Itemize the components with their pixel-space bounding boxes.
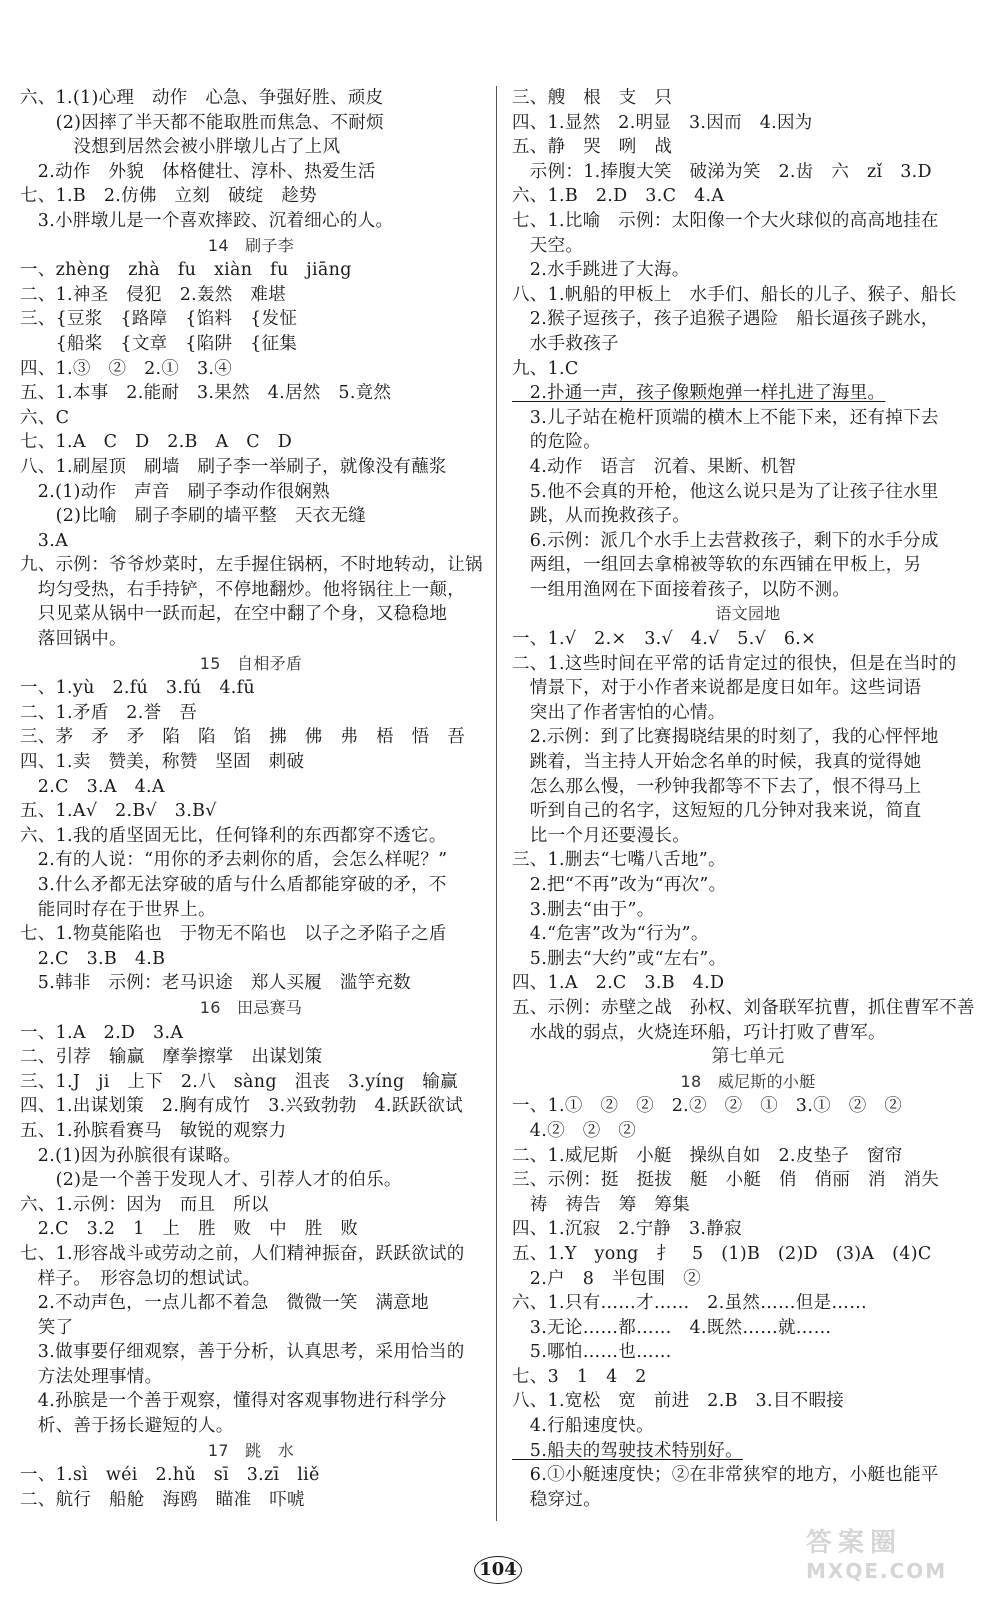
answer-line: 天空。: [512, 235, 584, 256]
answer-line: 三、{豆浆 {路障 {馅料 {发怔: [20, 309, 298, 330]
answer-line: 3.儿子站在桅杆顶端的横木上不能下来，还有掉下去: [512, 407, 939, 428]
answer-line: 三、示例：挺 挺拔 艇 小艇 俏 俏丽 消 消失: [512, 1170, 940, 1191]
answer-line: 5.删去“大约”或“左右”。: [512, 948, 727, 969]
answer-line: 水战的弱点，火烧连环船，巧计打败了曹军。: [512, 1022, 886, 1043]
answer-line: 七、1.物莫能陷也 于物无不陷也 以子之矛陷子之盾: [20, 924, 447, 945]
answer-line: 2.不动声色，一点儿都不着急 微微一笑 满意地: [20, 1293, 429, 1314]
answer-line: 二、1.神圣 侵犯 2.轰然 难堪: [20, 284, 286, 305]
answer-line: 六、C: [20, 407, 70, 428]
answer-line: 2.(1)动作 声音 刷子李动作很娴熟: [20, 481, 330, 502]
answer-line: 二、1.矛盾 2.誉 吾: [20, 702, 197, 723]
answer-line: 笑了: [20, 1317, 74, 1338]
answer-line: 八、1.刷屋顶 刷墙 刷子李一举刷子，就像没有蘸浆: [20, 456, 447, 477]
answer-line: (2)比喻 刷子李刷的墙平整 天衣无缝: [20, 506, 367, 527]
answer-line: 3.小胖墩儿是一个喜欢摔跤、沉着细心的人。: [20, 210, 394, 231]
answer-line: 水手救孩子: [512, 333, 619, 354]
answer-line: 3.删去“由于”。: [512, 899, 655, 920]
answer-line: 2.户 8 半包围 ②: [512, 1268, 701, 1289]
answer-line: 三、茅 矛 矛 陷 陷 馅 拂 佛 弗 梧 悟 吾: [20, 727, 465, 748]
answer-line: 2.C 3.2 1 上 胜 败 中 胜 败: [20, 1219, 359, 1240]
section-heading: 15 自相矛盾: [199, 653, 303, 673]
answer-line: 情景下，对于小作者来说都是度日如年。这些词语: [512, 678, 922, 699]
answer-line: 2.把“不再”改为“再次”。: [512, 875, 727, 895]
answer-line: 6.①小艇速度快；②在非常狭窄的地方，小艇也能平: [512, 1465, 939, 1486]
answer-line: 跳着，当主持人开始念名单的时候，我真的觉得她: [512, 752, 922, 773]
answer-line: 2.扑通一声，孩子像颗炮弹一样扎进了海里。: [512, 383, 886, 404]
answer-line: 5.哪怕……也……: [512, 1342, 672, 1363]
answer-line: 2.(1)因为孙膑很有谋略。: [20, 1145, 241, 1166]
right-column: [512, 86, 984, 1512]
answer-line: 五、静 哭 咧 战: [512, 137, 673, 158]
answer-line: 析、善于扬长避短的人。: [20, 1416, 234, 1437]
watermark-line2: MXQE.COM: [806, 1559, 948, 1583]
answer-line: 稳穿过。: [512, 1489, 601, 1510]
answer-line: 能同时存在于世界上。: [20, 899, 216, 920]
answer-line: 四、1.显然 2.明显 3.因而 4.因为: [512, 112, 813, 133]
answer-line: {船桨 {文章 {陷阱 {征集: [20, 333, 298, 354]
answer-line: 2.猴子逗孩子，孩子追猴子遇险 船长逼孩子跳水，: [512, 309, 939, 330]
answer-line: 5.韩非 示例：老马识途 郑人买履 滥竽充数: [20, 973, 412, 994]
answer-line: 3.什么矛都无法穿破的盾与什么盾都能穿破的矛，不: [20, 875, 447, 895]
answer-line: 一组用渔网在下面接着孩子，以防不测。: [512, 579, 851, 600]
answer-line: 突出了作者害怕的心情。: [512, 702, 726, 723]
answer-line: 七、1.B 2.仿佛 立刻 破绽 趁势: [20, 186, 317, 207]
answer-line: 2.C 3.B 4.B: [20, 948, 166, 969]
answer-line: 2.示例：到了比赛揭晓结果的时刻了，我的心怦怦地: [512, 727, 939, 748]
answer-line: 一、1.√ 2.× 3.√ 4.√ 5.√ 6.×: [512, 629, 817, 650]
answer-line: 二、1.威尼斯 小艇 操纵自如 2.皮垫子 窗帘: [512, 1145, 903, 1166]
watermark-line1: 答案圈: [806, 1528, 903, 1558]
column-divider: [496, 86, 497, 1521]
left-column: [20, 86, 482, 1512]
answer-line: 二、1.这些时间在平常的话肯定过的很快，但是在当时的: [512, 653, 957, 674]
answer-line: 五、1.Y yong 扌 5 (1)B (2)D (3)A (4)C: [512, 1243, 932, 1264]
answer-line: 2.C 3.A 4.A: [20, 776, 165, 797]
answer-line: 一、zhèng zhà fu xiàn fu jiāng: [20, 260, 352, 281]
answer-line: 五、示例：赤壁之战 孙权、刘备联军抗曹，抓住曹军不善: [512, 997, 975, 1018]
answer-line: 六、1.(1)心理 动作 心急、争强好胜、顽皮: [20, 88, 384, 108]
answer-line: (2)因摔了半天都不能取胜而焦急、不耐烦: [20, 112, 384, 133]
answer-line: 祷 祷告 筹 筹集: [512, 1194, 690, 1215]
answer-line: 两组，一组回去拿棉被等软的东西铺在甲板上，另: [512, 555, 922, 576]
answer-line: 八、1.帆船的甲板上 水手们、船长的儿子、猴子、船长: [512, 284, 957, 305]
answer-line: 样子。 形容急切的想试试。: [20, 1268, 261, 1289]
answer-line: 五、1.孙膑看赛马 敏锐的观察力: [20, 1120, 287, 1141]
answer-line: 的危险。: [512, 432, 601, 453]
unit-heading: 第七单元: [711, 1046, 785, 1068]
answer-line: 三、1.J ji 上下 2.八 sàng 沮丧 3.yíng 输赢: [20, 1071, 458, 1092]
answer-line: 七、1.比喻 示例：太阳像一个大火球似的高高地挂在: [512, 210, 939, 231]
answer-line: 六、1.B 2.D 3.C 4.A: [512, 186, 725, 207]
answer-line: 2.有的人说：“用你的矛去刺你的盾，会怎么样呢？”: [20, 850, 448, 871]
answer-line: 2.动作 外貌 体格健壮、淳朴、热爱生活: [20, 161, 376, 182]
answer-line: 二、航行 船舱 海鸥 瞄准 吓唬: [20, 1489, 305, 1510]
answer-line: 4.② ② ②: [512, 1120, 637, 1141]
answer-line: 三、艘 根 支 只: [512, 88, 673, 108]
answer-line: 6.示例：派几个水手上去营救孩子，剩下的水手分成: [512, 530, 939, 551]
section-heading: 18 威尼斯的小艇: [680, 1071, 816, 1091]
answer-line: 四、1.卖 赞美，称赞 坚固 刺破: [20, 752, 305, 773]
answer-line: 落回锅中。: [20, 629, 127, 650]
answer-line: 八、1.宽松 宽 前进 2.B 3.目不暇接: [512, 1391, 845, 1412]
answer-line: 4.孙膑是一个善于观察，懂得对客观事物进行科学分: [20, 1391, 447, 1412]
answer-line: 一、1.A 2.D 3.A: [20, 1022, 184, 1043]
section-heading: 16 田忌赛马: [199, 997, 303, 1017]
answer-line: 方法处理事情。: [20, 1366, 163, 1387]
answer-line: 七、1.A C D 2.B A C D: [20, 432, 293, 453]
page-number: [468, 1554, 528, 1586]
answer-line: 五、1.A√ 2.B√ 3.B√: [20, 801, 217, 822]
answer-line: 均匀受热，右手持铲，不停地翻炒。他将锅往上一颠，: [20, 579, 465, 600]
answer-line: 4.“危害”改为“行为”。: [512, 924, 709, 945]
answer-line: 只见菜从锅中一跃而起，在空中翻了个身，又稳稳地: [20, 604, 448, 625]
answer-line: 四、1.A 2.C 3.B 4.D: [512, 973, 725, 994]
answer-line: 三、1.删去“七嘴八舌地”。: [512, 850, 726, 871]
answer-line: 比一个月还要漫长。: [512, 825, 690, 846]
answer-line: 六、1.示例：因为 而且 所以: [20, 1194, 269, 1215]
answer-line: 没想到居然会被小胖墩儿占了上风: [20, 137, 341, 158]
answer-line: 怎么那么慢，一秒钟我都等不下去了，恨不得马上: [512, 776, 922, 797]
answer-line: 九、示例：爷爷炒菜时，左手握住锅柄，不时地转动，让锅: [20, 555, 483, 576]
answer-line: 六、1.我的盾坚固无比，任何锋利的东西都穿不透它。: [20, 825, 447, 846]
answer-line: 5.船夫的驾驶技术特别好。: [512, 1440, 743, 1461]
answer-line: 九、1.C: [512, 358, 579, 379]
answer-line: 5.他不会真的开枪，他这么说只是为了让孩子往水里: [512, 481, 939, 502]
answer-line: 四、1.出谋划策 2.胸有成竹 3.兴致勃勃 4.跃跃欲试: [20, 1096, 463, 1117]
answer-line: 一、1.sì wéi 2.hǔ sī 3.zī liě: [20, 1465, 320, 1486]
answer-line: 五、1.本事 2.能耐 3.果然 4.居然 5.竟然: [20, 383, 392, 404]
answer-line: 4.行船速度快。: [512, 1416, 654, 1437]
answer-line: 四、1.沉寂 2.宁静 3.静寂: [512, 1219, 742, 1240]
answer-line: (2)是一个善于发现人才、引荐人才的伯乐。: [20, 1170, 402, 1191]
answer-line: 跳，从而挽救孩子。: [512, 506, 690, 527]
section-heading: 14 刷子李: [207, 235, 295, 255]
answer-line: 四、1.③ ② 2.① 3.④: [20, 358, 233, 379]
answer-line: 3.无论……都…… 4.既然……就……: [512, 1317, 832, 1338]
answer-line: 3.做事要仔细观察，善于分析，认真思考，采用恰当的: [20, 1342, 465, 1363]
answer-line: 七、1.形容战斗或劳动之前，人们精神振奋，跃跃欲试的: [20, 1243, 465, 1264]
answer-line: 一、1.yù 2.fú 3.fú 4.fū: [20, 678, 255, 699]
answer-line: 示例：1.捧腹大笑 破涕为笑 2.齿 六 zǐ 3.D: [512, 161, 932, 182]
answer-line: 六、1.只有……才…… 2.虽然……但是……: [512, 1293, 867, 1314]
section-heading: 语文园地: [715, 604, 781, 624]
page-number-text: 104: [479, 1559, 517, 1580]
watermark-logo: [806, 1522, 976, 1582]
answer-line: 4.动作 语言 沉着、果断、机智: [512, 456, 797, 477]
answer-line: 听到自己的名字，这短短的几分钟对我来说，简直: [512, 801, 922, 822]
answer-line: 3.A: [20, 530, 69, 551]
answer-line: 二、引荐 输赢 摩拳擦掌 出谋划策: [20, 1047, 323, 1068]
answer-line: 2.水手跳进了大海。: [512, 260, 690, 281]
section-heading: 17 跳 水: [207, 1440, 295, 1460]
answer-line: 七、3 1 4 2: [512, 1366, 647, 1387]
answer-line: 一、1.① ② ② 2.② ② ① 3.① ② ②: [512, 1096, 903, 1117]
